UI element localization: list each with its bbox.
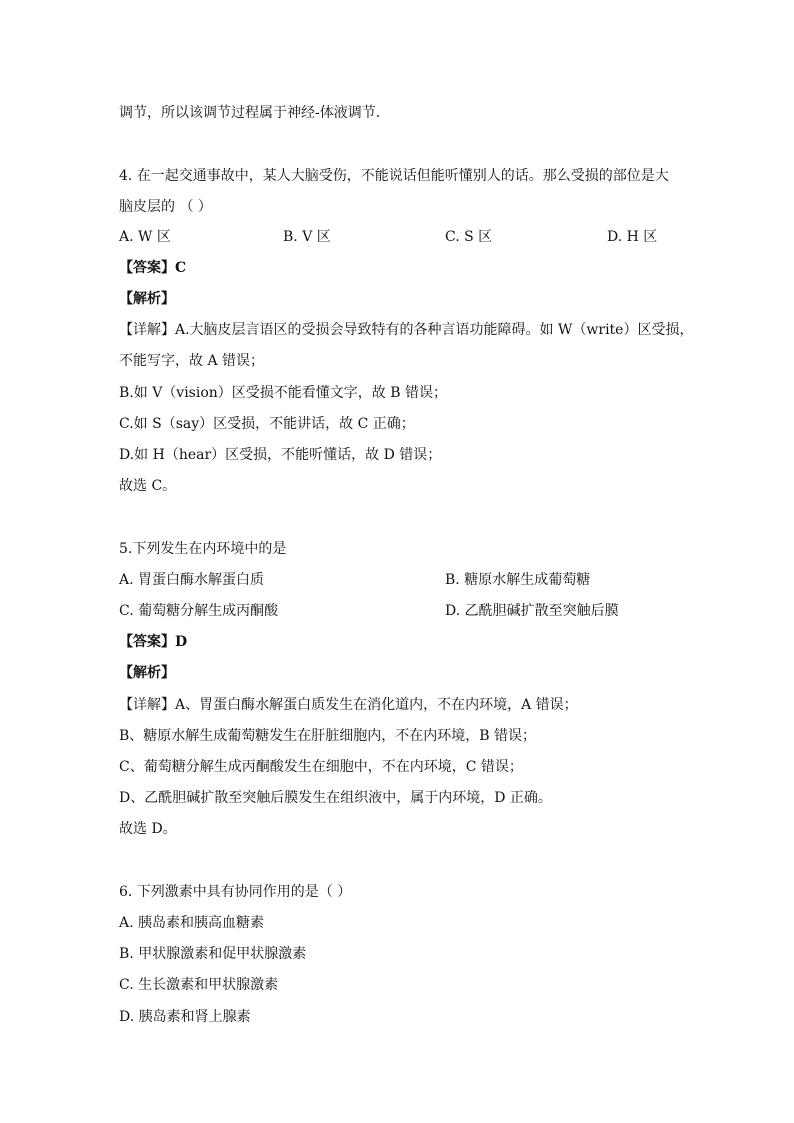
q5-answer: 【答案】D	[119, 634, 188, 650]
q4-option-d: D. H 区	[607, 229, 658, 245]
q5-option-d: D. 乙酰胆碱扩散至突触后膜	[445, 603, 619, 619]
q5-conclusion: 故选 D。	[119, 821, 177, 837]
q4-option-b: B. V 区	[283, 229, 331, 245]
q6-option-a: A. 胰岛素和胰高血糖素	[119, 915, 265, 931]
q4-option-c: C. S 区	[445, 229, 493, 245]
q4-detail-line3: B.如 V（vision）区受损不能看懂文字，故 B 错误；	[119, 385, 447, 401]
q5-detail-line2: B、糖原水解生成葡萄糖发生在肝脏细胞内，不在内环境，B 错误；	[119, 728, 537, 744]
q4-stem-line2: 脑皮层的 （ ）	[119, 199, 212, 215]
q4-detail-line5: D.如 H（hear）区受损，不能听懂话，故 D 错误；	[119, 447, 442, 463]
q6-option-b: B. 甲状腺激素和促甲状腺激素	[119, 946, 307, 962]
q6-stem: 6. 下列激素中具有协同作用的是（ ）	[119, 884, 352, 900]
q5-stem: 5.下列发生在内环境中的是	[119, 541, 287, 557]
q5-option-b: B. 糖原水解生成葡萄糖	[445, 572, 591, 588]
q4-stem-line1: 4. 在一起交通事故中，某人大脑受伤，不能说话但能听懂别人的话。那么受损的部位是大	[119, 168, 669, 184]
q4-detail-line4: C.如 S（say）区受损，不能讲话，故 C 正确；	[119, 416, 415, 432]
q5-detail-line4: D、乙酰胆碱扩散至突触后膜发生在组织液中，属于内环境，D 正确。	[119, 790, 552, 806]
q4-analysis-heading: 【解析】	[119, 291, 175, 307]
q4-detail-line1: 【详解】A.大脑皮层言语区的受损会导致特有的各种言语功能障碍。如 W（write）区受损，	[119, 322, 694, 338]
q4-conclusion: 故选 C。	[119, 478, 177, 494]
q5-option-a: A. 胃蛋白酶水解蛋白质	[119, 572, 265, 588]
q6-option-d: D. 胰岛素和肾上腺素	[119, 1009, 251, 1025]
q6-option-c: C. 生长激素和甲状腺激素	[119, 977, 279, 993]
q4-detail-line2: 不能写字，故 A 错误；	[119, 353, 265, 369]
q5-detail-line1: 【详解】A、胃蛋白酶水解蛋白质发生在消化道内，不在内环境，A 错误；	[119, 697, 578, 713]
q5-analysis-heading: 【解析】	[119, 665, 175, 681]
intro-line: 调节，所以该调节过程属于神经-体液调节．	[119, 105, 390, 121]
q4-answer: 【答案】C	[119, 260, 187, 276]
q5-option-c: C. 葡萄糖分解生成丙酮酸	[119, 603, 279, 619]
q5-detail-line3: C、葡萄糖分解生成丙酮酸发生在细胞中，不在内环境，C 错误；	[119, 759, 523, 775]
q4-option-a: A. W 区	[119, 229, 171, 245]
